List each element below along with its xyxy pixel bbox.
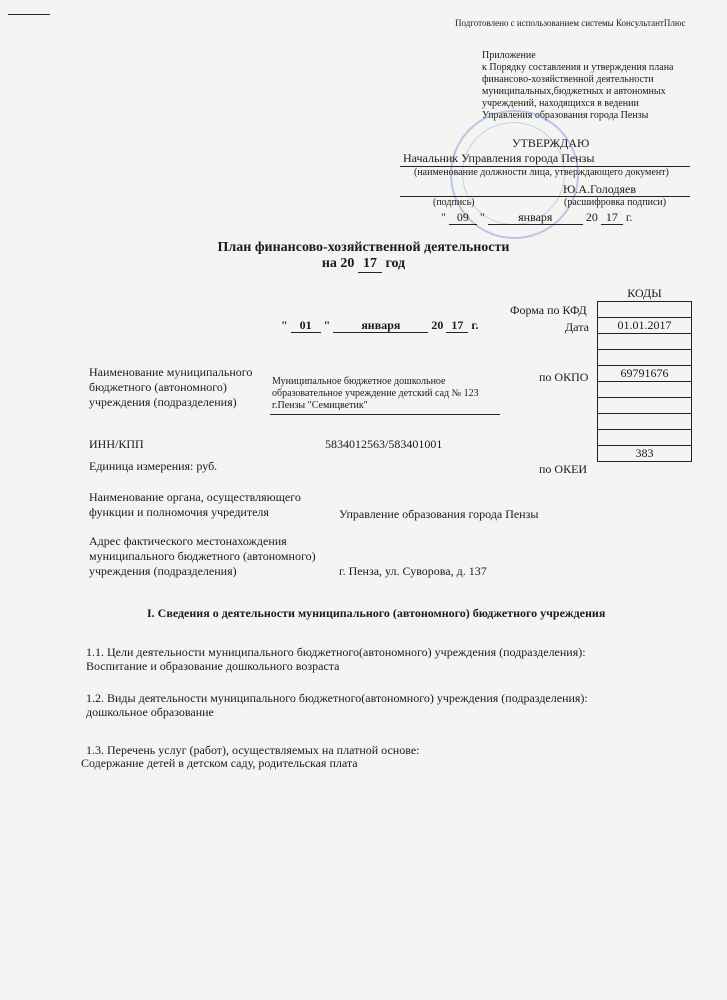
- approval-month: января: [488, 210, 583, 225]
- title-year-suffix: год: [385, 256, 406, 271]
- plan-date: " 01 " января 20 17 г.: [281, 318, 479, 332]
- title-year: 17: [358, 256, 382, 273]
- code-cell: [598, 398, 692, 414]
- plan-title: План финансово-хозяйственной деятельности: [217, 240, 510, 255]
- plan-date-suffix: г.: [471, 318, 479, 332]
- appendix-line: финансово-хозяйственной деятельности: [482, 74, 654, 85]
- appendix-line: учреждений, находящихся в ведении: [482, 98, 639, 109]
- okei-code-cell: 383: [598, 446, 692, 462]
- okpo-code-cell: 69791676: [598, 366, 692, 382]
- services-label: 1.3. Перечень услуг (работ), осуществляемых на платной основе:: [86, 743, 420, 757]
- activities-value: дошкольное образование: [86, 705, 214, 719]
- approval-date-suffix: г.: [625, 210, 633, 224]
- okpo-label: по ОКПО: [539, 370, 589, 384]
- activities-label: 1.2. Виды деятельности муниципального бюджетного(автономного) учреждения (подразделения):: [86, 691, 588, 705]
- inn-value: 5834012563/583401001: [325, 437, 443, 451]
- code-cell: [598, 430, 692, 446]
- codes-header: КОДЫ: [598, 286, 692, 302]
- services-value: Содержание детей в детском саду, родительская плата: [81, 756, 358, 770]
- code-cell: [598, 350, 692, 366]
- plan-year: 17: [446, 318, 468, 333]
- approval-year-prefix: 20: [585, 210, 598, 224]
- address-value: г. Пенза, ул. Суворова, д. 137: [339, 564, 487, 578]
- appendix-line: к Порядку составления и утверждения плана: [482, 62, 674, 73]
- plan-month: января: [333, 318, 428, 333]
- system-note: Подготовлено с использованием системы КонсультантПлюс: [455, 18, 686, 28]
- approval-year: 17: [601, 210, 623, 225]
- code-cell: [598, 414, 692, 430]
- title-year-prefix: на 20: [321, 256, 355, 271]
- plan-day: 01: [291, 318, 321, 333]
- approval-title: УТВЕРЖДАЮ: [512, 136, 590, 150]
- form-label: Форма по КФД: [510, 303, 587, 317]
- institution-name: Муниципальное бюджетное дошкольное образовательное учреждение детский сад № 123 г.Пензы "Семицветик": [272, 376, 479, 411]
- appendix-line: Управления образования города Пензы: [482, 110, 649, 121]
- approver-name: Ю.А.Голодяев: [563, 182, 636, 196]
- plan-year-line: [0, 256, 727, 273]
- date-code-cell: 01.01.2017: [598, 318, 692, 334]
- founder-value: Управление образования города Пензы: [339, 507, 539, 521]
- approval-date: " 09 " января 20 17 г.: [441, 210, 633, 224]
- signature-caption: (подпись): [433, 197, 475, 208]
- goals-value: Воспитание и образование дошкольного возраста: [86, 659, 340, 673]
- section-heading: I. Сведения о деятельности муниципального (автономного) бюджетного учреждения: [147, 606, 606, 620]
- date-label: Дата: [565, 320, 589, 334]
- goals-label: 1.1. Цели деятельности муниципального бюджетного(автономного) учреждения (подразделения):: [86, 645, 586, 659]
- codes-table: [597, 286, 692, 462]
- code-cell: [598, 334, 692, 350]
- inn-label: ИНН/КПП: [89, 437, 144, 451]
- plan-year-prefix: 20: [431, 318, 444, 332]
- institution-label: Наименование муниципального бюджетного (автономного) учреждения (подразделения): [89, 365, 253, 409]
- okei-label: по ОКЕИ: [539, 462, 588, 476]
- unit-label: Единица измерения: руб.: [89, 459, 218, 473]
- name-caption: (расшифровка подписи): [564, 197, 667, 208]
- founder-label: Наименование органа, осуществляющего функции и полномочия учредителя: [89, 490, 301, 519]
- approval-day: 09: [449, 210, 477, 225]
- code-cell: [598, 382, 692, 398]
- corner-mark: [8, 14, 50, 15]
- position-caption: (наименование должности лица, утверждающего документ): [414, 167, 669, 178]
- appendix-line: Приложение: [482, 50, 536, 61]
- form-code-cell: [598, 302, 692, 318]
- address-label: Адрес фактического местонахождения муниципального бюджетного (автономного) учреждения (подразделения): [89, 534, 316, 578]
- approval-position: Начальник Управления города Пензы: [403, 151, 595, 165]
- appendix-line: муниципальных,бюджетных и автономных: [482, 86, 666, 97]
- institution-underline: [270, 414, 500, 415]
